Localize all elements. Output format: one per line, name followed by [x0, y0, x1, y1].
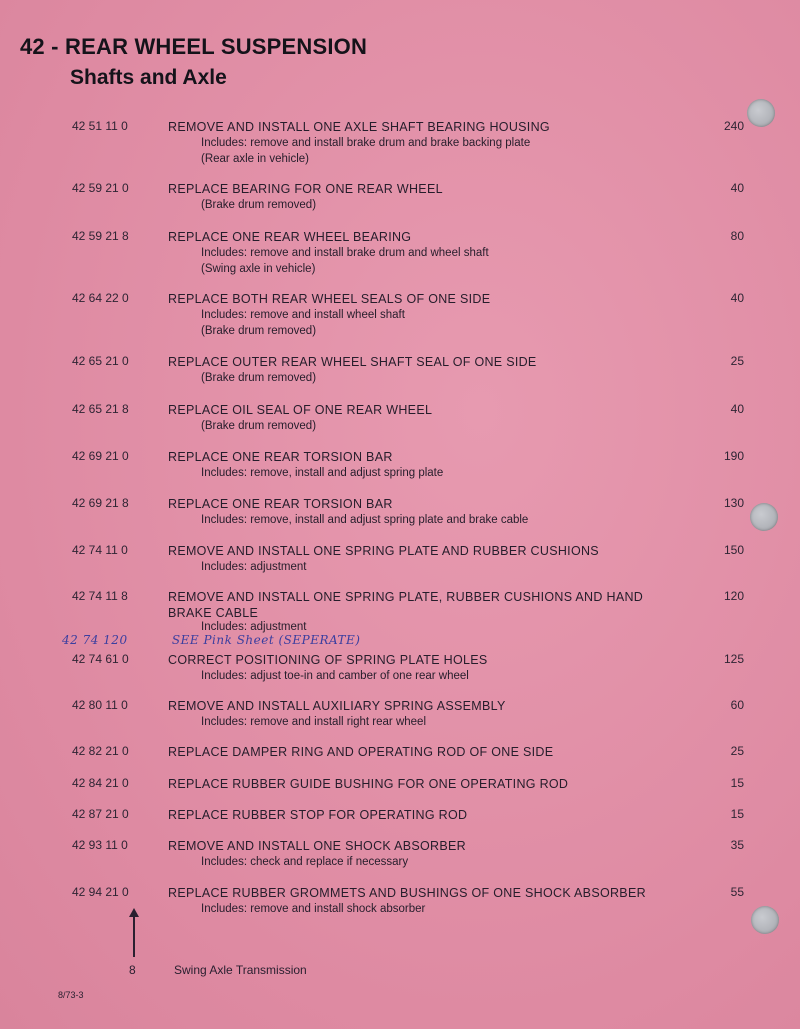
operation-code: 42 69 21 8: [72, 496, 129, 510]
operation-note: (Brake drum removed): [201, 325, 317, 337]
operation-time: 80: [730, 229, 744, 243]
operation-time: 15: [730, 807, 744, 821]
operation-code: 42 82 21 0: [72, 744, 129, 758]
page-identifier: 8/73-3: [58, 990, 84, 1000]
operation-title: REMOVE AND INSTALL ONE SPRING PLATE AND RUBBER CUSHIONS: [168, 544, 599, 558]
operation-note: Includes: adjustment: [201, 561, 307, 573]
operation-description: [168, 449, 648, 481]
operation-note: Includes: adjustment: [201, 621, 307, 633]
operation-note: (Swing axle in vehicle): [201, 263, 316, 275]
operation-title: REPLACE OIL SEAL OF ONE REAR WHEEL: [168, 403, 433, 417]
operation-note: (Brake drum removed): [201, 372, 317, 384]
operation-description: [168, 807, 648, 823]
operation-title: REPLACE ONE REAR TORSION BAR: [168, 450, 393, 464]
operation-code: 42 80 11 0: [72, 698, 128, 712]
binder-hole-top: [747, 99, 775, 127]
operation-title-continued: BRAKE CABLE: [168, 606, 259, 620]
operation-description: [168, 354, 648, 386]
operation-time: 130: [723, 496, 744, 510]
operation-description: [168, 181, 648, 213]
operation-title: REPLACE ONE REAR WHEEL BEARING: [168, 230, 412, 244]
binder-hole-bottom: [751, 906, 779, 934]
operation-time: 25: [730, 354, 744, 368]
binder-hole-middle: [750, 503, 778, 531]
operation-description: [168, 698, 648, 730]
operation-note: (Rear axle in vehicle): [201, 153, 310, 165]
reference-text: Swing Axle Transmission: [174, 963, 307, 977]
operation-title: REMOVE AND INSTALL ONE AXLE SHAFT BEARING HOUSING: [168, 120, 550, 134]
operation-code: 42 74 11 0: [72, 543, 128, 557]
operation-description: [168, 744, 648, 760]
operation-time: 40: [730, 291, 744, 305]
operation-title: REPLACE OUTER REAR WHEEL SHAFT SEAL OF ONE SIDE: [168, 355, 537, 369]
operation-note: Includes: remove and install shock absorber: [201, 903, 426, 915]
operation-time: 60: [730, 698, 744, 712]
operation-description: [168, 885, 648, 917]
operation-code: 42 65 21 8: [72, 402, 129, 416]
section-title: 42 - REAR WHEEL SUSPENSION: [20, 34, 368, 59]
operation-time: 125: [723, 652, 744, 666]
operation-description: [168, 589, 648, 634]
operation-title: REMOVE AND INSTALL ONE SHOCK ABSORBER: [168, 839, 466, 853]
operation-title: REMOVE AND INSTALL ONE SPRING PLATE, RUBBER CUSHIONS AND HAND: [168, 590, 644, 604]
operation-code: 42 87 21 0: [72, 807, 129, 821]
operation-code: 42 74 61 0: [72, 652, 129, 666]
operation-code: 42 69 21 0: [72, 449, 129, 463]
operation-time: 240: [723, 119, 744, 133]
operation-title: REMOVE AND INSTALL AUXILIARY SPRING ASSEMBLY: [168, 699, 506, 713]
operation-time: 150: [723, 543, 744, 557]
handwritten-code: 42 74 120: [62, 633, 128, 647]
operation-title: CORRECT POSITIONING OF SPRING PLATE HOLES: [168, 653, 488, 667]
operation-note: Includes: remove and install brake drum and wheel shaft: [201, 247, 489, 259]
operation-description: [168, 838, 648, 870]
operation-description: [168, 402, 648, 434]
operation-note: Includes: remove, install and adjust spring plate and brake cable: [201, 514, 529, 526]
operation-code: 42 93 11 0: [72, 838, 128, 852]
operation-time: 55: [730, 885, 744, 899]
operation-description: [168, 543, 648, 575]
reference-number: 8: [129, 963, 136, 977]
operation-code: 42 51 11 0: [72, 119, 128, 133]
operation-title: REPLACE RUBBER GROMMETS AND BUSHINGS OF ONE SHOCK ABSORBER: [168, 886, 646, 900]
operation-note: Includes: check and replace if necessary: [201, 856, 409, 868]
operation-code: 42 74 11 8: [72, 589, 128, 603]
operation-code: 42 84 21 0: [72, 776, 129, 790]
operation-description: [168, 496, 648, 528]
operation-time: 190: [723, 449, 744, 463]
handwritten-annotation: [62, 633, 360, 647]
operation-title: REPLACE RUBBER GUIDE BUSHING FOR ONE OPERATING ROD: [168, 777, 569, 791]
operation-description: [168, 291, 648, 339]
operation-title: REPLACE BEARING FOR ONE REAR WHEEL: [168, 182, 443, 196]
handwritten-note: SEE Pink Sheet (SEPERATE): [171, 633, 361, 647]
operation-description: [168, 776, 648, 792]
operation-time: 40: [730, 181, 744, 195]
operation-description: [168, 229, 648, 277]
arrow-line: [133, 915, 135, 957]
operation-code: 42 64 22 0: [72, 291, 129, 305]
operation-code: 42 94 21 0: [72, 885, 129, 899]
operation-time: 25: [730, 744, 744, 758]
section-subtitle: Shafts and Axle: [70, 66, 227, 89]
operation-code: 42 65 21 0: [72, 354, 129, 368]
operation-time: 15: [730, 776, 744, 790]
operation-note: (Brake drum removed): [201, 199, 317, 211]
operation-note: Includes: remove and install wheel shaft: [201, 309, 405, 321]
operation-description: [168, 119, 648, 167]
operation-time: 40: [730, 402, 744, 416]
operation-note: (Brake drum removed): [201, 420, 317, 432]
operation-time: 120: [723, 589, 744, 603]
operation-title: REPLACE BOTH REAR WHEEL SEALS OF ONE SIDE: [168, 292, 491, 306]
operation-title: REPLACE RUBBER STOP FOR OPERATING ROD: [168, 808, 468, 822]
operation-note: Includes: remove and install right rear wheel: [201, 716, 427, 728]
operation-title: REPLACE DAMPER RING AND OPERATING ROD OF ONE SIDE: [168, 745, 554, 759]
operation-code: 42 59 21 0: [72, 181, 129, 195]
operation-note: Includes: remove, install and adjust spring plate: [201, 467, 444, 479]
operation-note: Includes: remove and install brake drum and brake backing plate: [201, 137, 531, 149]
operation-description: [168, 652, 648, 684]
operation-title: REPLACE ONE REAR TORSION BAR: [168, 497, 393, 511]
operation-code: 42 59 21 8: [72, 229, 129, 243]
operation-note: Includes: adjust toe-in and camber of one rear wheel: [201, 670, 469, 682]
operation-time: 35: [730, 838, 744, 852]
